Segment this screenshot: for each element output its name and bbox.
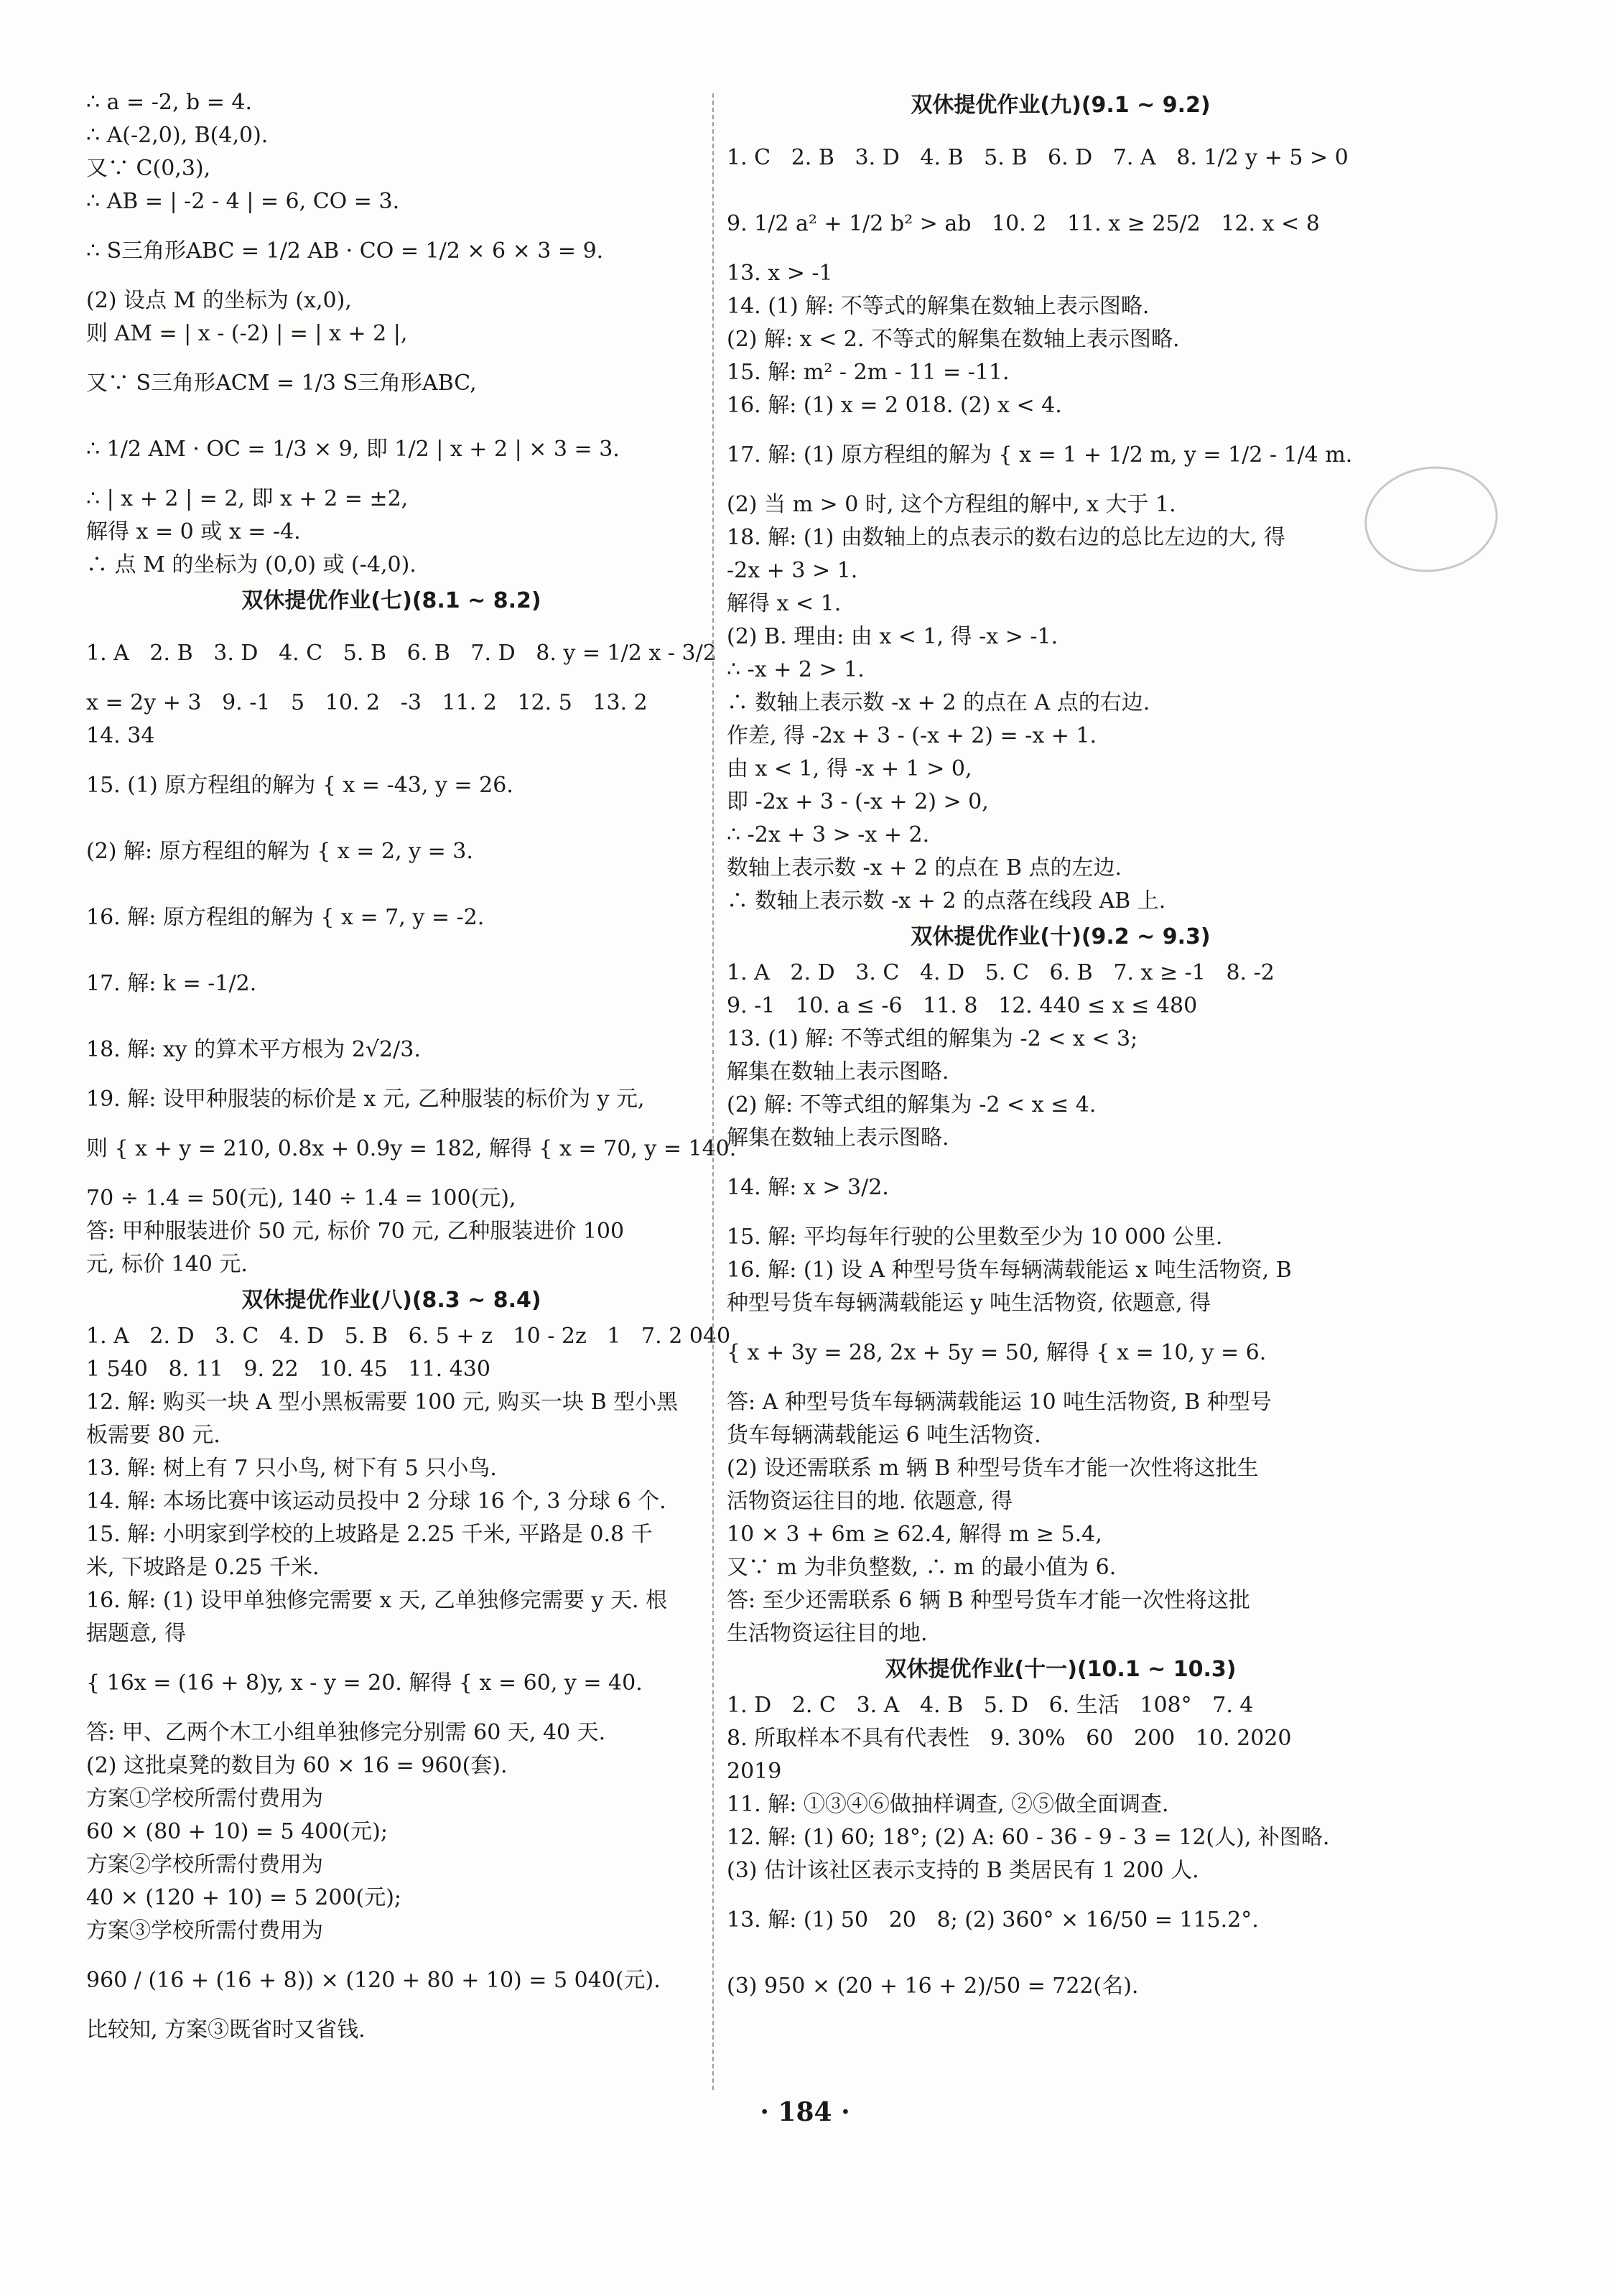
answer-line: 16. 解: (1) 设 A 种型号货车每辆满载能运 x 吨生活物资, B [727, 1258, 1292, 1283]
answer-line: 方案②学校所需付费用为 [86, 1852, 323, 1877]
answer-line: 9. -1 10. a ≤ -6 11. 8 12. 440 ≤ x ≤ 480 [727, 993, 1198, 1018]
answer-line: 14. 34 [86, 723, 155, 748]
answer-line: ∴ a = -2, b = 4. [86, 90, 253, 115]
answer-line: 14. 解: x > 3/2. [727, 1175, 889, 1200]
answer-line: ∴ 点 M 的坐标为 (0,0) 或 (-4,0). [86, 552, 417, 577]
answer-line: 解得 x = 0 或 x = -4. [86, 519, 301, 544]
answer-line: 14. (1) 解: 不等式的解集在数轴上表示图略. [727, 294, 1150, 319]
answer-line: 又∵ S三角形ACM = 1/3 S三角形ABC, [86, 371, 477, 396]
answer-line: 17. 解: k = -1/2. [86, 971, 257, 996]
answer-line: 10 × 3 + 6m ≥ 62.4, 解得 m ≥ 5.4, [727, 1522, 1102, 1547]
answer-line: 货车每辆满载能运 6 吨生活物资. [727, 1423, 1041, 1448]
answer-line: 元, 标价 140 元. [86, 1252, 248, 1277]
answer-line: 解集在数轴上表示图略. [727, 1059, 949, 1084]
answer-line: 18. 解: (1) 由数轴上的点表示的数右边的总比左边的大, 得 [727, 525, 1285, 550]
answer-line: 解集在数轴上表示图略. [727, 1125, 949, 1151]
answer-line: 答: A 种型号货车每辆满载能运 10 吨生活物资, B 种型号 [727, 1390, 1272, 1415]
left-column [86, 86, 737, 2047]
answer-line: 9. 1/2 a² + 1/2 b² > ab 10. 2 11. x ≥ 25/2 12. x < 8 [727, 211, 1320, 236]
answer-line: 60 × (80 + 10) = 5 400(元); [86, 1819, 388, 1844]
answer-line: 数轴上表示数 -x + 2 的点在 B 点的左边. [727, 855, 1122, 880]
answer-line: 解得 x < 1. [727, 591, 842, 616]
answer-line: 答: 甲种服装进价 50 元, 标价 70 元, 乙种服装进价 100 [86, 1219, 625, 1244]
answer-line: 15. 解: m² - 2m - 11 = -11. [727, 360, 1010, 385]
answer-line: ∴ S三角形ABC = 1/2 AB · CO = 1/2 × 6 × 3 = 9. [86, 238, 604, 264]
page-number: · 184 · [760, 2097, 850, 2127]
answer-line: (2) 当 m > 0 时, 这个方程组的解中, x 大于 1. [727, 492, 1176, 517]
answer-line: 2019 [727, 1759, 782, 1784]
answer-line: 960 / (16 + (16 + 8)) × (120 + 80 + 10) = 5 040(元). [86, 1968, 661, 1993]
answer-line: (2) 解: x < 2. 不等式的解集在数轴上表示图略. [727, 327, 1180, 352]
answer-line: ∴ A(-2,0), B(4,0). [86, 123, 269, 148]
answer-line: { x + 3y = 28, 2x + 5y = 50, 解得 { x = 10, y = 6. [727, 1340, 1267, 1365]
answer-line: 则 { x + y = 210, 0.8x + 0.9y = 182, 解得 { x = 70, y = 140. [86, 1136, 737, 1161]
answer-line: 16. 解: 原方程组的解为 { x = 7, y = -2. [86, 905, 485, 930]
answer-line: 16. 解: (1) 设甲单独修完需要 x 天, 乙单独修完需要 y 天. 根 [86, 1588, 668, 1613]
answer-line: (2) B. 理由: 由 x < 1, 得 -x > -1. [727, 624, 1058, 649]
answer-line: 方案①学校所需付费用为 [86, 1786, 323, 1811]
answer-line: ∴ | x + 2 | = 2, 即 x + 2 = ±2, [86, 486, 409, 511]
answer-line: 12. 解: 购买一块 A 型小黑板需要 100 元, 购买一块 B 型小黑 [86, 1390, 679, 1415]
column-divider [712, 93, 714, 2090]
answer-line: (2) 解: 原方程组的解为 { x = 2, y = 3. [86, 839, 473, 864]
answer-line: 1 540 8. 11 9. 22 10. 45 11. 430 [86, 1357, 490, 1382]
answer-line: (2) 这批桌凳的数目为 60 × 16 = 960(套). [86, 1753, 508, 1778]
answer-line: 40 × (120 + 10) = 5 200(元); [86, 1885, 402, 1910]
answer-line: 作差, 得 -2x + 3 - (-x + 2) = -x + 1. [727, 723, 1097, 748]
answer-line: 种型号货车每辆满载能运 y 吨生活物资, 依题意, 得 [727, 1291, 1211, 1316]
answer-line: 方案③学校所需付费用为 [86, 1918, 323, 1943]
section-heading: 双休提优作业(九)(9.1 ~ 9.2) [911, 93, 1211, 118]
answer-line: 18. 解: xy 的算术平方根为 2√2/3. [86, 1037, 421, 1062]
answer-line: 1. A 2. B 3. D 4. C 5. B 6. B 7. D 8. y = 1/2 x - 3/2 [86, 641, 717, 666]
answer-line: 16. 解: (1) x = 2 018. (2) x < 4. [727, 393, 1062, 418]
answer-line: (3) 950 × (20 + 16 + 2)/50 = 722(名). [727, 1974, 1139, 1999]
section-heading: 双休提优作业(十一)(10.1 ~ 10.3) [885, 1657, 1237, 1682]
answer-line: 1. C 2. B 3. D 4. B 5. B 6. D 7. A 8. 1/2 y + 5 > 0 [727, 145, 1349, 170]
answer-line: (3) 估计该社区表示支持的 B 类居民有 1 200 人. [727, 1858, 1199, 1883]
answer-line: 1. D 2. C 3. A 4. B 5. D 6. 生活 108° 7. 4 [727, 1693, 1254, 1718]
answer-line: x = 2y + 3 9. -1 5 10. 2 -3 11. 2 12. 5 13. 2 [86, 690, 648, 715]
answer-line: 又∵ m 为非负整数, ∴ m 的最小值为 6. [727, 1555, 1117, 1580]
answer-line: 14. 解: 本场比赛中该运动员投中 2 分球 16 个, 3 分球 6 个. [86, 1489, 666, 1514]
answer-line: 17. 解: (1) 原方程组的解为 { x = 1 + 1/2 m, y = 1/2 - 1/4 m. [727, 442, 1353, 468]
answer-line: 米, 下坡路是 0.25 千米. [86, 1555, 320, 1580]
answer-line: ∴ -x + 2 > 1. [727, 657, 865, 682]
answer-line: 12. 解: (1) 60; 18°; (2) A: 60 - 36 - 9 - 3 = 12(人), 补图略. [727, 1825, 1330, 1850]
answer-line: 活物资运往目的地. 依题意, 得 [727, 1489, 1013, 1514]
answer-line: 13. (1) 解: 不等式组的解集为 -2 < x < 3; [727, 1026, 1138, 1051]
answer-line: 19. 解: 设甲种服装的标价是 x 元, 乙种服装的标价为 y 元, [86, 1087, 645, 1112]
answer-line: 由 x < 1, 得 -x + 1 > 0, [727, 756, 972, 781]
answer-line: 据题意, 得 [86, 1621, 187, 1646]
answer-line: ∴ AB = | -2 - 4 | = 6, CO = 3. [86, 189, 400, 214]
answer-line: 13. 解: 树上有 7 只小鸟, 树下有 5 只小鸟. [86, 1456, 497, 1481]
answer-line: ∴ -2x + 3 > -x + 2. [727, 822, 930, 847]
answer-line: 答: 甲、乙两个木工小组单独修完分别需 60 天, 40 天. [86, 1720, 606, 1745]
answer-line: 又∵ C(0,3), [86, 156, 211, 181]
answer-line: 答: 至少还需联系 6 辆 B 种型号货车才能一次性将这批 [727, 1588, 1250, 1613]
answer-line: 13. 解: (1) 50 20 8; (2) 360° × 16/50 = 115.2°. [727, 1907, 1259, 1933]
answer-line: 15. (1) 原方程组的解为 { x = -43, y = 26. [86, 773, 513, 798]
answer-line: 即 -2x + 3 - (-x + 2) > 0, [727, 789, 989, 814]
answer-line: (2) 设还需联系 m 辆 B 种型号货车才能一次性将这批生 [727, 1456, 1259, 1481]
answer-line: 8. 所取样本不具有代表性 9. 30% 60 200 10. 2020 [727, 1726, 1292, 1751]
answer-line: -2x + 3 > 1. [727, 558, 858, 583]
right-column [727, 86, 1395, 2020]
answer-line: ∴ 数轴上表示数 -x + 2 的点在 A 点的右边. [727, 690, 1150, 715]
answer-line: ∴ 1/2 AM · OC = 1/3 × 9, 即 1/2 | x + 2 | × 3 = 3. [86, 437, 620, 462]
answer-line: 11. 解: ①③④⑥做抽样调查, ②⑤做全面调查. [727, 1792, 1169, 1817]
answer-line: 70 ÷ 1.4 = 50(元), 140 ÷ 1.4 = 100(元), [86, 1186, 516, 1211]
section-heading: 双休提优作业(十)(9.2 ~ 9.3) [911, 924, 1211, 949]
answer-line: 15. 解: 平均每年行驶的公里数至少为 10 000 公里. [727, 1224, 1223, 1250]
answer-line: ∴ 数轴上表示数 -x + 2 的点落在线段 AB 上. [727, 888, 1166, 914]
answer-line: 1. A 2. D 3. C 4. D 5. B 6. 5 + z 10 - 2z 1 7. 2 040 [86, 1324, 731, 1349]
answer-line: (2) 解: 不等式组的解集为 -2 < x ≤ 4. [727, 1092, 1097, 1117]
answer-line: { 16x = (16 + 8)y, x - y = 20. 解得 { x = 60, y = 40. [86, 1670, 643, 1696]
answer-line: 1. A 2. D 3. C 4. D 5. C 6. B 7. x ≥ -1 8. -2 [727, 960, 1275, 985]
section-heading: 双休提优作业(八)(8.3 ~ 8.4) [241, 1288, 541, 1313]
section-heading: 双休提优作业(七)(8.1 ~ 8.2) [241, 588, 541, 613]
answer-line: 比较知, 方案③既省时又省钱. [86, 2017, 366, 2042]
answer-line: (2) 设点 M 的坐标为 (x,0), [86, 288, 352, 313]
answer-line: 生活物资运往目的地. [727, 1621, 928, 1646]
answer-line: 则 AM = | x - (-2) | = | x + 2 |, [86, 321, 408, 346]
answer-line: 板需要 80 元. [86, 1423, 220, 1448]
answer-line: 13. x > -1 [727, 261, 833, 286]
answer-line: 15. 解: 小明家到学校的上坡路是 2.25 千米, 平路是 0.8 千 [86, 1522, 653, 1547]
